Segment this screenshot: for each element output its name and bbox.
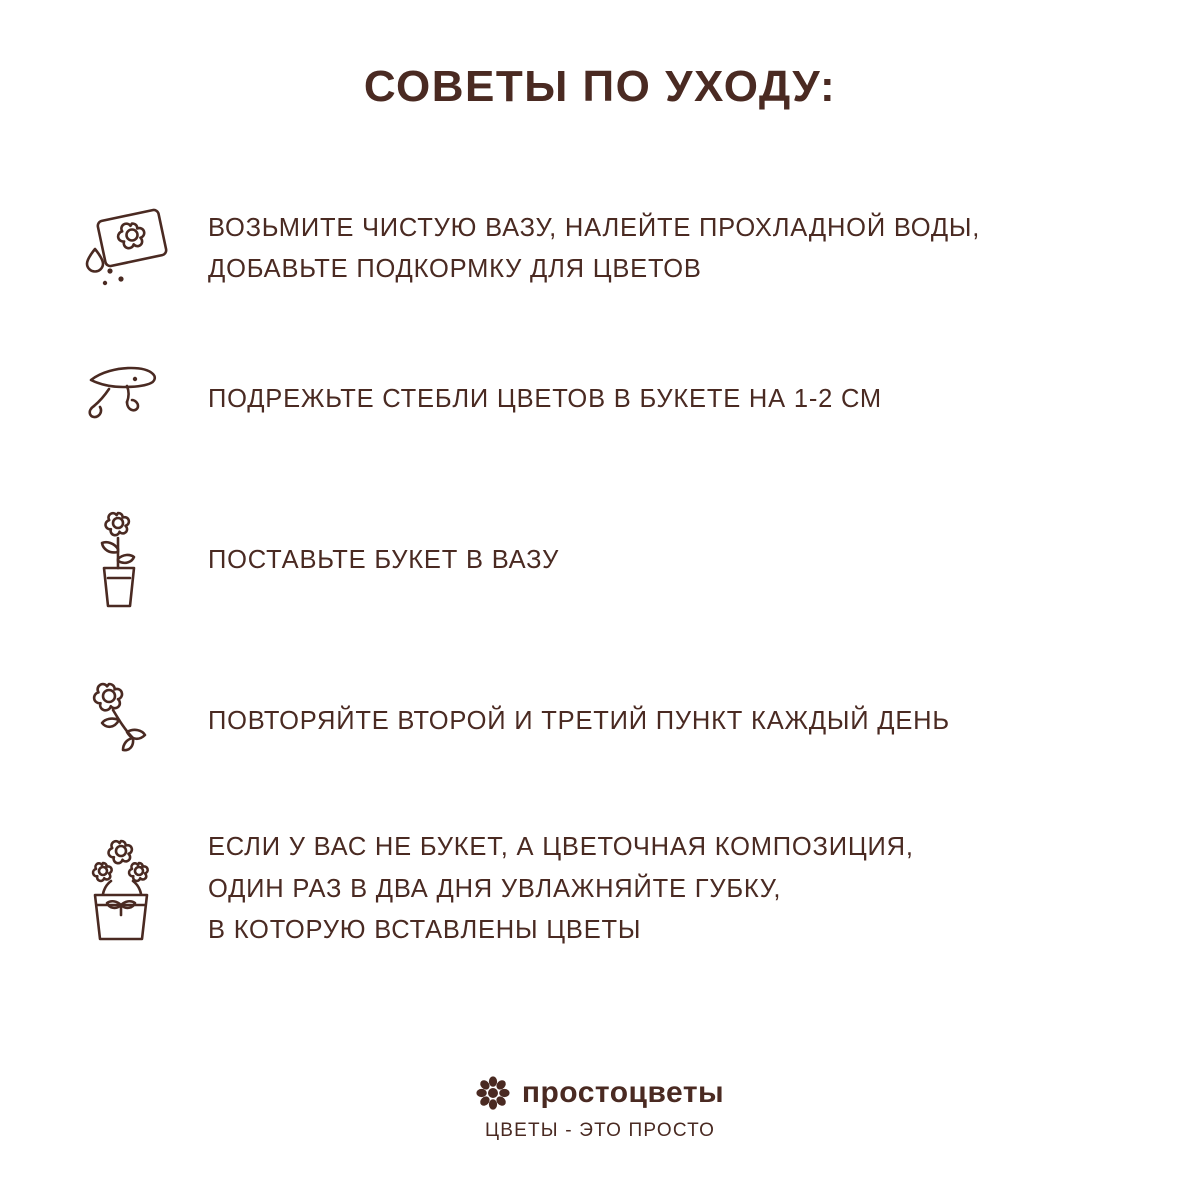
flower-logo-icon <box>476 1076 510 1110</box>
flower-basket-icon <box>70 827 190 958</box>
list-item <box>70 505 1140 615</box>
list-item-text <box>190 540 559 581</box>
list-item-line: ОДИН РАЗ В ДВА ДНЯ УВЛАЖНЯЙТЕ ГУБКУ, <box>208 874 782 903</box>
list-item-line: ПОВТОРЯЙТЕ ВТОРОЙ И ТРЕТИЙ ПУНКТ КАЖДЫЙ ДЕНЬ <box>208 706 950 735</box>
list-item <box>70 351 1140 447</box>
brand-lockup <box>0 1076 1200 1110</box>
list-item-line: ПОДРЕЖЬТЕ СТЕБЛИ ЦВЕТОВ В БУКЕТЕ НА 1-2 СМ <box>208 384 882 413</box>
footer <box>0 1076 1200 1142</box>
list-item-text <box>190 827 914 951</box>
list-item <box>70 673 1140 769</box>
pruning-shears-icon <box>70 354 190 444</box>
list-item <box>70 199 1140 299</box>
flower-sprig-icon <box>70 674 190 769</box>
list-item-line: В КОТОРУЮ ВСТАВЛЕНЫ ЦВЕТЫ <box>208 916 642 945</box>
tips-list <box>0 199 1200 1200</box>
flower-in-vase-icon <box>70 505 190 615</box>
list-item-text <box>190 701 950 742</box>
list-item-line: ВОЗЬМИТЕ ЧИСТУЮ ВАЗУ, НАЛЕЙТЕ ПРОХЛАДНОЙ ВОДЫ, <box>208 214 981 243</box>
flower-food-packet-icon <box>70 199 190 299</box>
list-item-text <box>190 379 882 420</box>
brand-name: простоцветы <box>521 1076 725 1109</box>
list-item-text <box>190 208 980 291</box>
list-item-line: ПОСТАВЬТЕ БУКЕТ В ВАЗУ <box>208 545 560 574</box>
list-item-line: ДОБАВЬТЕ ПОДКОРМКУ ДЛЯ ЦВЕТОВ <box>208 255 702 284</box>
page-title: СОВЕТЫ ПО УХОДУ: <box>363 62 837 111</box>
list-item-line: ЕСЛИ У ВАС НЕ БУКЕТ, А ЦВЕТОЧНАЯ КОМПОЗИЦИЯ, <box>208 833 914 862</box>
list-item <box>70 827 1140 958</box>
brand-tagline: ЦВЕТЫ - ЭТО ПРОСТО <box>484 1120 716 1141</box>
